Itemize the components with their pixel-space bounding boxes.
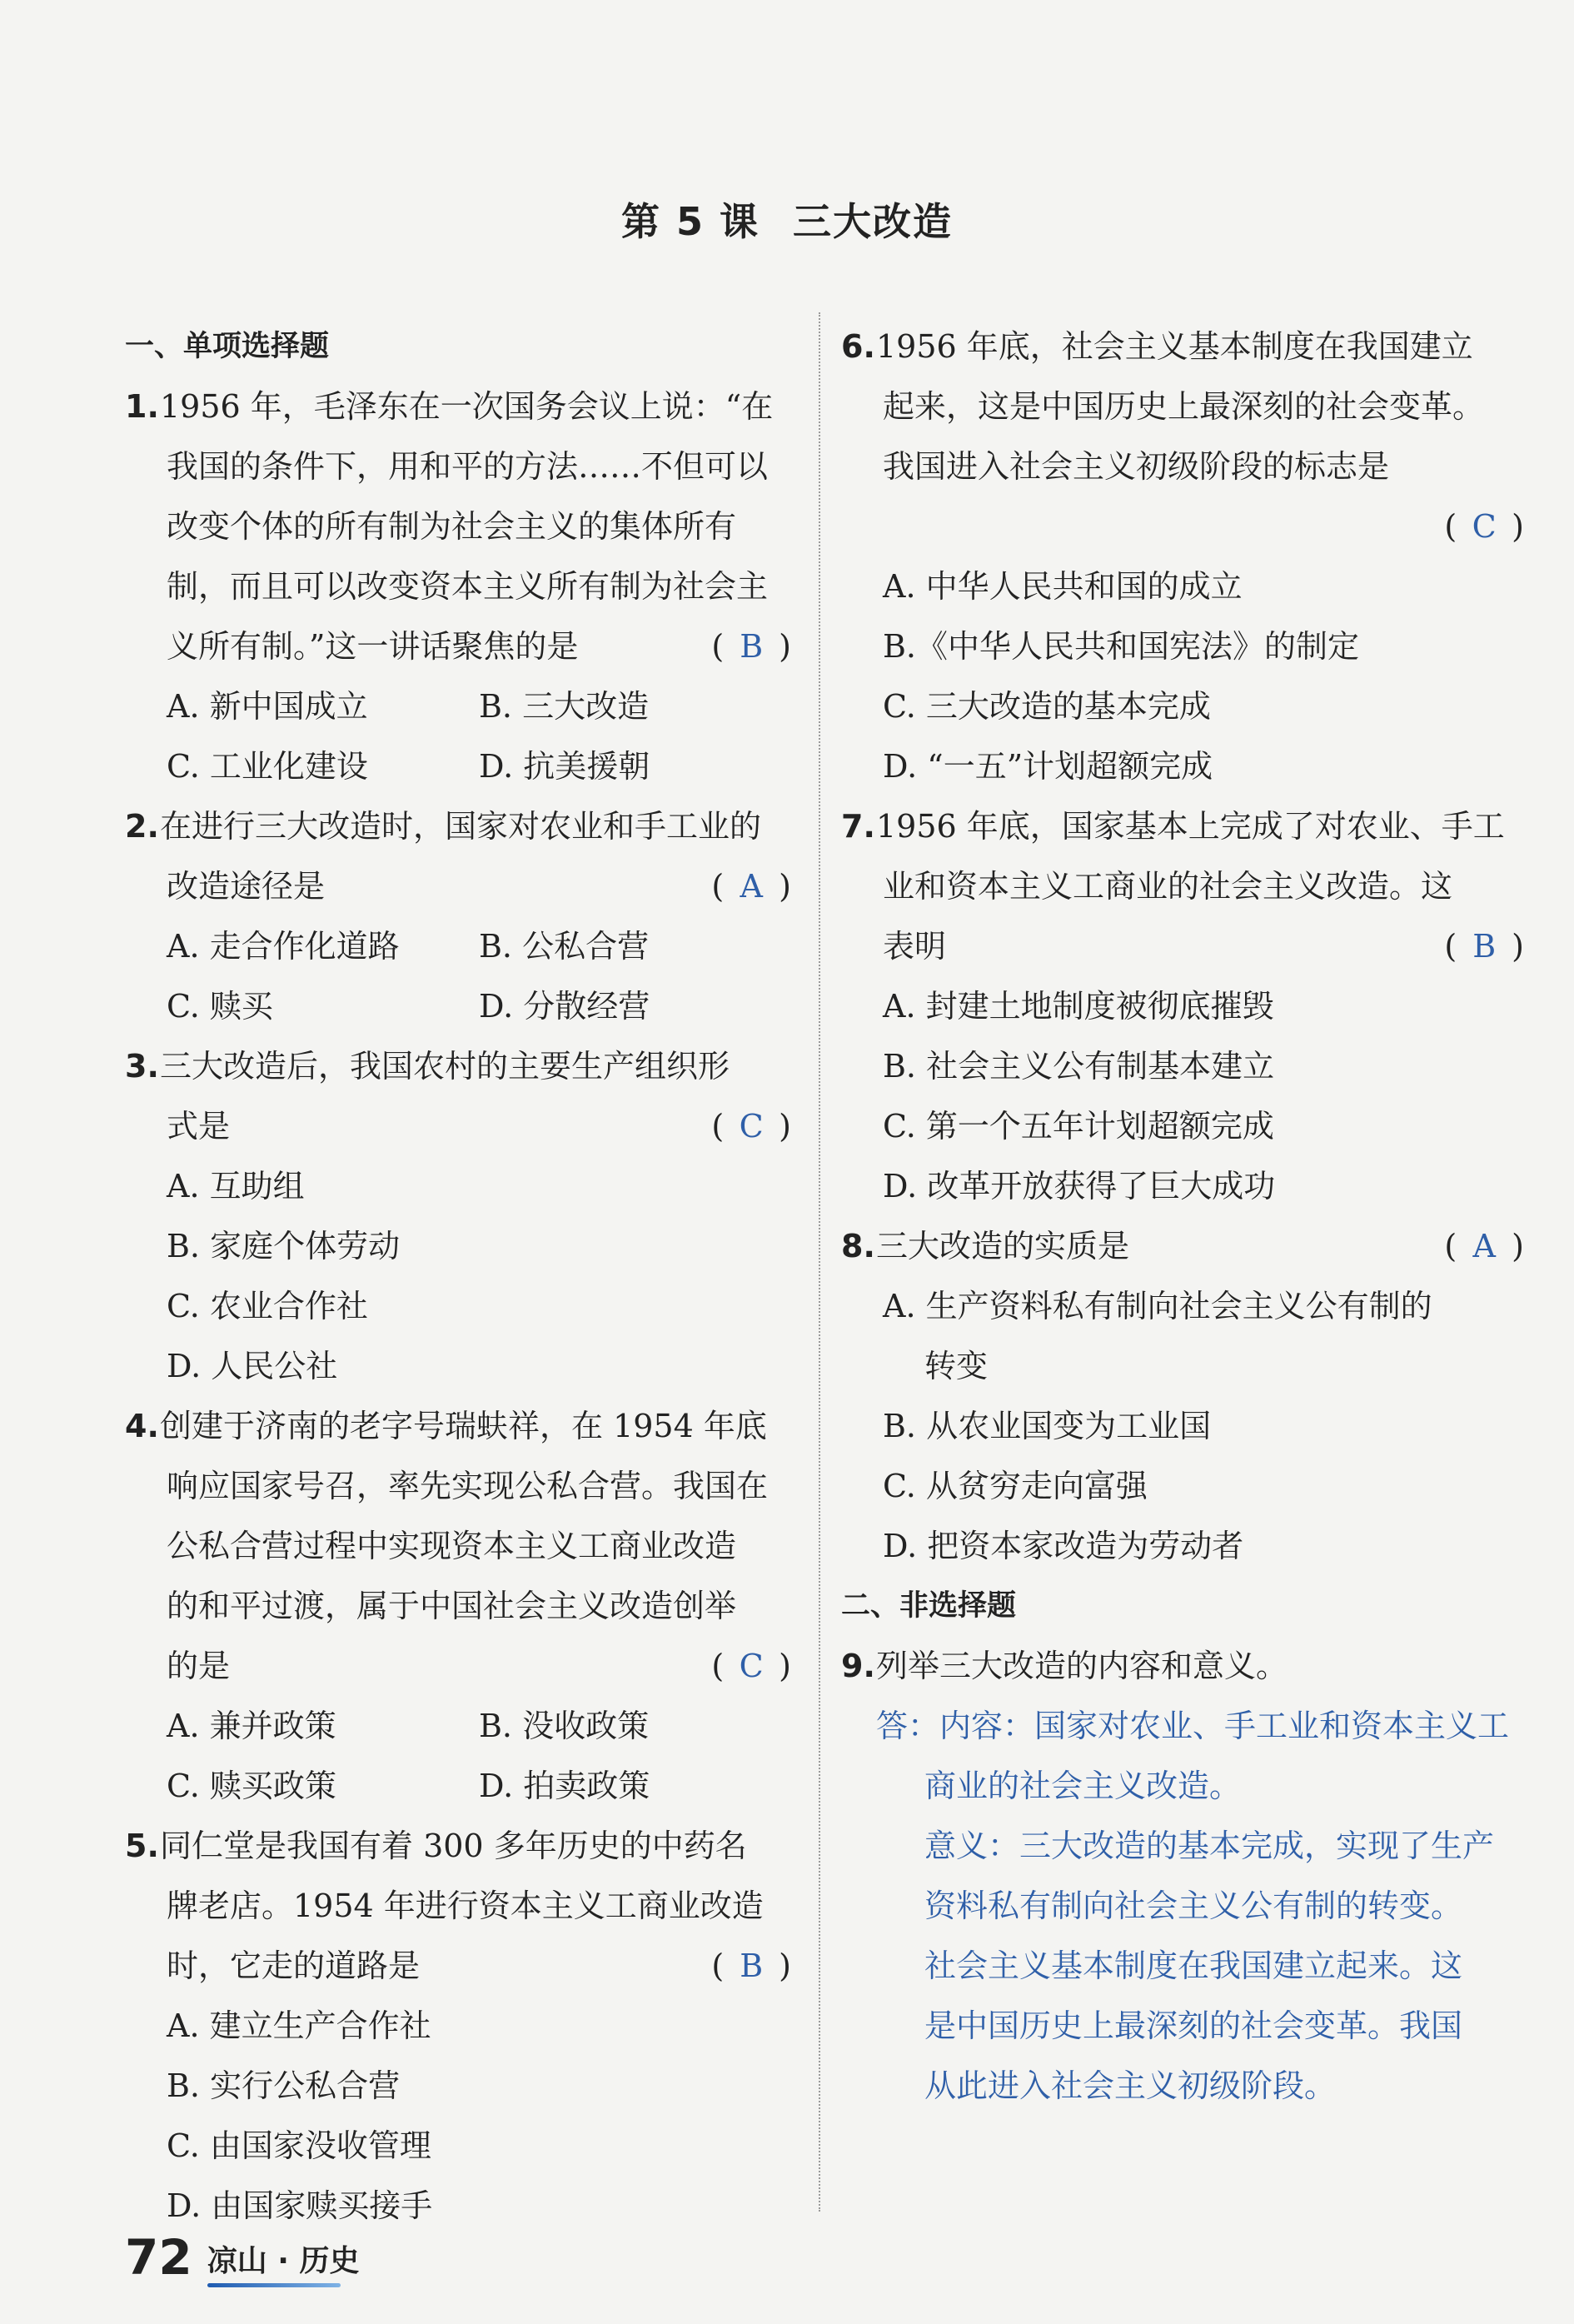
page-footer xyxy=(125,2224,360,2286)
answer-blank: ( C ) xyxy=(711,1096,791,1156)
question-number: 4. xyxy=(125,1408,159,1444)
option: D. 抗美援朝 xyxy=(479,748,650,785)
question-4: 4.创建于济南的老字号瑞蚨祥，在 1954 年底 响应国家号召，率先实现公私合营。我国在 公私合营过程中实现资本主义工商业改造 的和平过渡，属于中国社会主义改造创举 的是 ( C ) A. 兼并政策 B. 没收政策 C. 赎买政策 D. 拍卖政策 xyxy=(125,1396,791,1816)
right-column xyxy=(841,317,1524,2116)
option: B. 社会主义公有制基本建立 xyxy=(883,1048,1275,1085)
option: A. 新中国成立 xyxy=(167,688,368,725)
option: B. 没收政策 xyxy=(479,1708,650,1744)
option: B. 家庭个体劳动 xyxy=(167,1228,401,1264)
option: A. 生产资料私有制向社会主义公有制的 xyxy=(883,1288,1432,1324)
answer-letter: C xyxy=(1472,508,1497,545)
option: C. 赎买政策 xyxy=(167,1768,336,1804)
question-number: 2. xyxy=(125,808,159,845)
option: C. 三大改造的基本完成 xyxy=(883,688,1211,725)
footer-brand: 凉山 · 历史 xyxy=(207,2241,360,2282)
option: A. 走合作化道路 xyxy=(167,928,400,965)
answer-letter: C xyxy=(739,1648,764,1684)
question-number: 9. xyxy=(841,1648,875,1684)
question-number: 5. xyxy=(125,1828,159,1864)
option: B. 实行公私合营 xyxy=(167,2067,401,2104)
option: C. 从贫穷走向富强 xyxy=(883,1468,1148,1504)
answer-text: 商业的社会主义改造。 xyxy=(924,1768,1242,1804)
question-2: 2.在进行三大改造时，国家对农业和手工业的 改造途径是 ( A ) A. 走合作化道路 B. 公私合营 C. 赎买 D. 分散经营 xyxy=(125,796,791,1036)
option: D. 改革开放获得了巨大成功 xyxy=(883,1168,1276,1204)
question-5: 5.同仁堂是我国有着 300 多年历史的中药名 牌老店。1954 年进行资本主义工商业改造 时，它走的道路是 ( B ) A. 建立生产合作社 B. 实行公私合营 C. 由国家没收管理 D. 由国家赎买接手 xyxy=(125,1816,791,2236)
option: B. 三大改造 xyxy=(479,688,650,725)
answer-text: 从此进入社会主义初级阶段。 xyxy=(924,2067,1337,2104)
option: D. 人民公社 xyxy=(167,1348,338,1384)
answer-blank: ( B ) xyxy=(711,616,791,676)
lesson-number: 第 5 课 xyxy=(620,199,760,244)
section-heading-choice: 一、单项选择题 xyxy=(125,330,330,363)
lesson-name: 三大改造 xyxy=(793,199,954,244)
option: C. 工业化建设 xyxy=(167,748,368,785)
question-9: 9.列举三大改造的内容和意义。 答：内容：国家对农业、手工业和资本主义工 商业的社会主义改造。 意义：三大改造的基本完成，实现了生产 资料私有制向社会主义公有制的转变。 社会主义基本制度在我国建立起来。这 是中国历史上最深刻的社会变革。我国 从此进入社会主义初级阶段。 xyxy=(841,1636,1524,2116)
option: D. 分散经营 xyxy=(479,988,650,1025)
option: C. 赎买 xyxy=(167,988,273,1025)
option: C. 农业合作社 xyxy=(167,1288,368,1324)
option: D. 拍卖政策 xyxy=(479,1768,650,1804)
answer-text: 意义：三大改造的基本完成，实现了生产 xyxy=(924,1828,1495,1864)
page-number: 72 xyxy=(125,2229,192,2286)
answer-blank: ( B ) xyxy=(1444,916,1524,976)
answer-text: 答：内容：国家对农业、手工业和资本主义工 xyxy=(876,1708,1510,1744)
section-heading-open: 二、非选择题 xyxy=(841,1589,1017,1623)
question-number: 8. xyxy=(841,1228,875,1264)
answer-blank: ( A ) xyxy=(711,856,791,916)
answer-text: 资料私有制向社会主义公有制的转变。 xyxy=(924,1888,1463,1924)
option: B.《中华人民共和国宪法》的制定 xyxy=(883,628,1360,665)
column-divider xyxy=(819,312,820,2212)
option: D. 把资本家改造为劳动者 xyxy=(883,1528,1244,1564)
left-column xyxy=(125,317,791,2236)
option: C. 第一个五年计划超额完成 xyxy=(883,1108,1274,1145)
option: A. 中华人民共和国的成立 xyxy=(883,568,1243,605)
option: D. 由国家赎买接手 xyxy=(167,2187,433,2224)
question-number: 7. xyxy=(841,808,875,845)
answer-text: 是中国历史上最深刻的社会变革。我国 xyxy=(924,2007,1463,2044)
question-3: 3.三大改造后，我国农村的主要生产组织形 式是 ( C ) A. 互助组 B. 家庭个体劳动 C. 农业合作社 D. 人民公社 xyxy=(125,1036,791,1396)
answer-blank: ( C ) xyxy=(1444,496,1524,556)
answer-blank: ( B ) xyxy=(711,1936,791,1996)
option: B. 从农业国变为工业国 xyxy=(883,1408,1212,1444)
option: C. 由国家没收管理 xyxy=(167,2127,431,2164)
option: A. 封建土地制度被彻底摧毁 xyxy=(883,988,1274,1025)
footer-underline xyxy=(207,2283,341,2287)
answer-letter: A xyxy=(740,868,763,905)
question-number: 1. xyxy=(125,388,159,425)
option: A. 建立生产合作社 xyxy=(167,2007,431,2044)
lesson-title xyxy=(0,192,1574,247)
answer-text: 社会主义基本制度在我国建立起来。这 xyxy=(924,1947,1463,1984)
question-number: 3. xyxy=(125,1048,159,1085)
answer-blank: ( C ) xyxy=(711,1636,791,1696)
question-6: 6.1956 年底，社会主义基本制度在我国建立 起来，这是中国历史上最深刻的社会变革。 我国进入社会主义初级阶段的标志是 ( C ) A. 中华人民共和国的成立 B.《中华人民共和国宪法》的制定 C. 三大改造的基本完成 D. “一五”计划超额完成 xyxy=(841,317,1524,796)
answer-letter: C xyxy=(739,1108,764,1145)
option: A. 互助组 xyxy=(167,1168,305,1204)
option: A. 兼并政策 xyxy=(167,1708,336,1744)
option-continuation: 转变 xyxy=(924,1348,989,1384)
answer-letter: B xyxy=(740,1947,764,1984)
option: D. “一五”计划超额完成 xyxy=(883,748,1213,785)
option: B. 公私合营 xyxy=(479,928,650,965)
question-number: 6. xyxy=(841,328,875,365)
question-7: 7.1956 年底，国家基本上完成了对农业、手工 业和资本主义工商业的社会主义改造。这 表明 ( B ) A. 封建土地制度被彻底摧毁 B. 社会主义公有制基本建立 C. 第一个五年计划超额完成 D. 改革开放获得了巨大成功 xyxy=(841,796,1524,1216)
question-1: 1.1956 年，毛泽东在一次国务会议上说：“在 我国的条件下，用和平的方法……不但可以 改变个体的所有制为社会主义的集体所有 制，而且可以改变资本主义所有制为社会主 义所有制。”这一讲话聚焦的是 ( B ) A. 新中国成立 B. 三大改造 C. 工业化建设 D. 抗美援朝 xyxy=(125,377,791,796)
answer-letter: B xyxy=(1472,928,1497,965)
answer-letter: B xyxy=(740,628,764,665)
answer-letter: A xyxy=(1472,1228,1496,1264)
question-8: 8.三大改造的实质是 ( A ) A. 生产资料私有制向社会主义公有制的 转变 B. 从农业国变为工业国 C. 从贫穷走向富强 D. 把资本家改造为劳动者 xyxy=(841,1216,1524,1576)
answer-blank: ( A ) xyxy=(1444,1216,1524,1276)
